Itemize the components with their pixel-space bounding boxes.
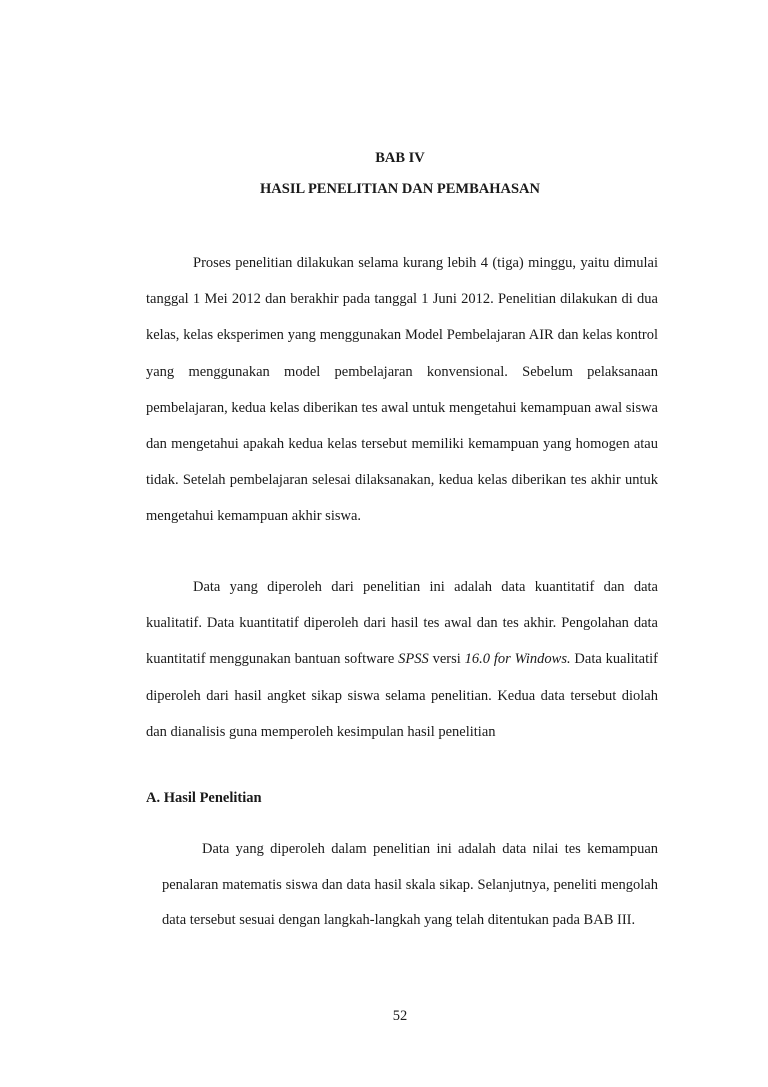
data-paragraph — [146, 569, 658, 750]
page-number: 52 — [392, 1008, 408, 1024]
chapter-number: BAB IV — [375, 150, 425, 166]
software-version: 16.0 for Windows. — [464, 651, 571, 668]
data-paragraph-text-1: Data yang diperoleh dari penelitian ini adalah data kuantitatif dan data kualitatif. Data kuantitatif diperoleh dari hasil tes awal dan tes akhir. Pengolahan data kuantitatif menggunakan bantuan software — [146, 579, 658, 668]
chapter-title: HASIL PENELITIAN DAN PEMBAHASAN — [260, 181, 540, 197]
section-a-paragraph: Data yang diperoleh dalam penelitian ini adalah data nilai tes kemampuan penalaran matematis siswa dan data hasil skala sikap. Selanjutnya, peneliti mengolah data tersebut sesuai dengan langkah-langkah yang telah ditentukan pada BAB III. — [162, 841, 658, 928]
data-paragraph-text-3: Data kualitatif diperoleh dari hasil angket sikap siswa selama penelitian. Kedua data tersebut diolah dan dianalisis guna memperoleh kesimpulan hasil penelitian — [146, 651, 658, 740]
intro-paragraph: Proses penelitian dilakukan selama kurang lebih 4 (tiga) minggu, yaitu dimulai tanggal 1 Mei 2012 dan berakhir pada tanggal 1 Juni 2012. Penelitian dilakukan di dua kelas, kelas eksperimen yang menggunakan Model Pembelajaran AIR dan kelas kontrol yang menggunakan model pembelajaran konvensional. Sebelum pelaksanaan pembelajaran, kedua kelas diberikan tes awal untuk mengetahui kemampuan awal siswa dan mengetahui apakah kedua kelas tersebut memiliki kemampuan yang homogen atau tidak. Setelah pembelajaran selesai dilaksanakan, kedua kelas diberikan tes akhir untuk mengetahui kemampuan akhir siswa. — [146, 255, 658, 525]
data-paragraph-text-2: versi — [428, 651, 465, 668]
section-heading: A. Hasil Penelitian — [146, 790, 262, 806]
software-name: SPSS — [398, 651, 429, 668]
